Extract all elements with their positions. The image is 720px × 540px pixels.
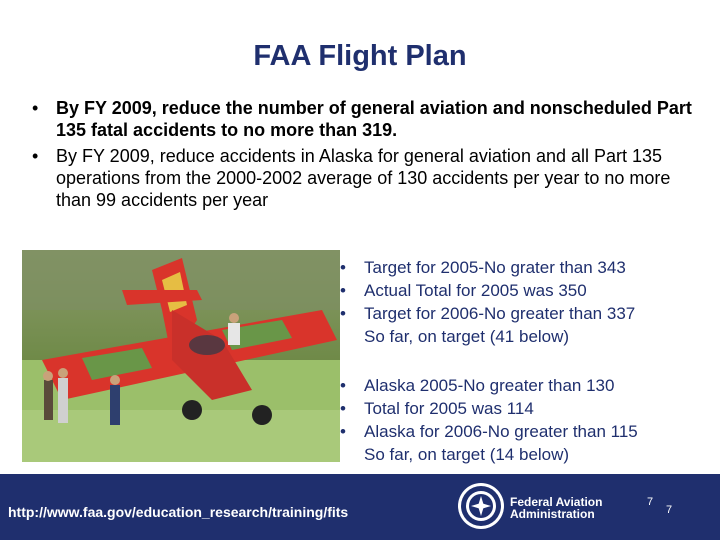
sub-bullet-item bbox=[340, 420, 710, 443]
sub-bullet-item bbox=[340, 279, 710, 302]
bullet-marker: • bbox=[340, 376, 346, 395]
sub-bullet-list-national bbox=[340, 256, 710, 348]
bullet-marker: • bbox=[340, 422, 346, 441]
sub-bullet-text: Alaska for 2006-No greater than 115 bbox=[364, 422, 638, 441]
crashed-aerobatic-plane-photo bbox=[22, 250, 340, 462]
sub-bullet-item bbox=[340, 374, 710, 397]
sub-bullet-text: Total for 2005 was 114 bbox=[364, 399, 534, 418]
faa-training-link[interactable]: http://www.faa.gov/education_research/training/fits bbox=[8, 504, 349, 520]
sub-bullet-item bbox=[340, 302, 710, 325]
agency-name-line1: Federal Aviation bbox=[510, 495, 603, 509]
main-bullet-item bbox=[32, 145, 692, 211]
main-bullet-text: By FY 2009, reduce the number of general aviation and nonscheduled Part 135 fatal accidents to no more than 319. bbox=[56, 98, 692, 140]
page-number: 7 bbox=[666, 504, 673, 516]
sub-bullet-item bbox=[340, 397, 710, 420]
faa-seal-icon bbox=[457, 482, 505, 530]
bullet-marker: • bbox=[32, 146, 39, 166]
sub-bullet-text: Actual Total for 2005 was 350 bbox=[364, 281, 587, 300]
plane-photo-illustration bbox=[22, 250, 340, 462]
slide-footer bbox=[0, 474, 720, 540]
main-bullet-list bbox=[32, 97, 692, 215]
sub-bullet-text: Target for 2005-No grater than 343 bbox=[364, 258, 626, 277]
sub-bullet-item bbox=[340, 256, 710, 279]
bullet-marker: • bbox=[340, 399, 346, 418]
agency-name-line2: Administration bbox=[510, 507, 595, 521]
bullet-marker: • bbox=[340, 281, 346, 300]
sub-bullet-list-alaska bbox=[340, 374, 710, 466]
page-number-small: 7 bbox=[647, 496, 654, 508]
bullet-marker: • bbox=[32, 98, 39, 118]
main-bullet-text: By FY 2009, reduce accidents in Alaska for general aviation and all Part 135 operations from the 2000-2002 average of 130 accidents per year to no more than 99 accidents per year bbox=[56, 146, 671, 210]
bullet-marker: • bbox=[340, 304, 346, 323]
slide-title: FAA Flight Plan bbox=[253, 40, 467, 72]
sub-bullet-text: Alaska 2005-No greater than 130 bbox=[364, 376, 615, 395]
sub-bullet-continuation: So far, on target (14 below) bbox=[364, 445, 570, 464]
main-bullet-item bbox=[32, 97, 692, 141]
sub-bullet-text: Target for 2006-No greater than 337 bbox=[364, 304, 636, 323]
agency-name bbox=[510, 496, 602, 520]
sub-bullet-continuation: So far, on target (41 below) bbox=[364, 327, 570, 346]
bullet-marker: • bbox=[340, 258, 346, 277]
